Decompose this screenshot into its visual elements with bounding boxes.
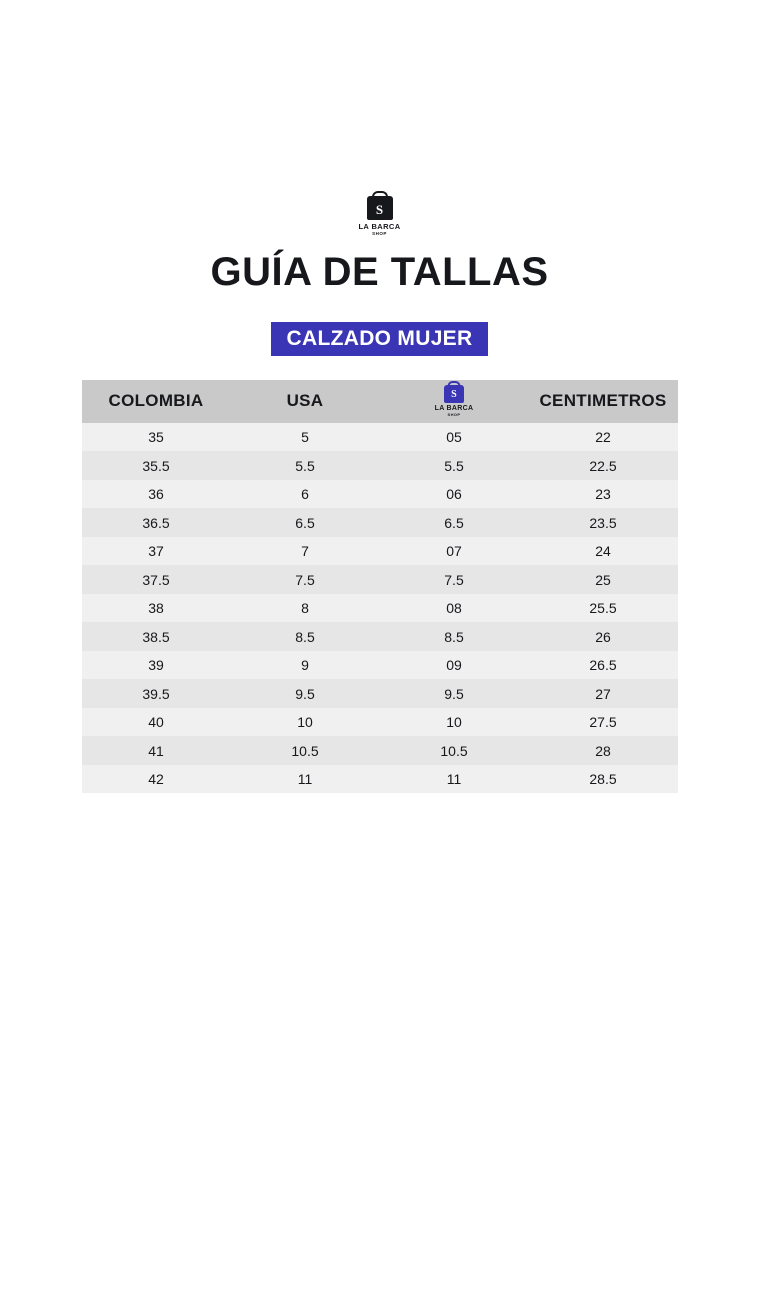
table-cell: 25 xyxy=(529,565,678,594)
table-row xyxy=(82,679,678,708)
table-row xyxy=(82,708,678,737)
table-cell: 6.5 xyxy=(380,508,529,537)
table-cell: 05 xyxy=(380,423,529,452)
subtitle-container xyxy=(0,322,759,356)
table-cell: 9.5 xyxy=(231,679,380,708)
table-cell: 5.5 xyxy=(231,451,380,480)
table-row xyxy=(82,480,678,509)
table-cell: 7 xyxy=(231,537,380,566)
table-row xyxy=(82,736,678,765)
table-cell: 40 xyxy=(82,708,231,737)
table-cell: 7.5 xyxy=(231,565,380,594)
table-cell: 26 xyxy=(529,622,678,651)
table-cell: 36.5 xyxy=(82,508,231,537)
table-cell: 23.5 xyxy=(529,508,678,537)
table-cell: 42 xyxy=(82,765,231,794)
table-row xyxy=(82,537,678,566)
page-subtitle: CALZADO MUJER xyxy=(271,322,489,356)
column-header-centimetros: CENTIMETROS xyxy=(529,380,678,423)
table-cell: 07 xyxy=(380,537,529,566)
table-cell: 7.5 xyxy=(380,565,529,594)
table-cell: 11 xyxy=(380,765,529,794)
brand-logo-sub: SHOP xyxy=(372,231,387,236)
column-header-colombia: COLOMBIA xyxy=(82,380,231,423)
brand-logo-name: LA BARCA xyxy=(434,405,474,413)
brand-logo-name: LA BARCA xyxy=(358,222,401,231)
table-cell: 25.5 xyxy=(529,594,678,623)
table-row xyxy=(82,622,678,651)
brand-logo-letter: S xyxy=(451,388,457,400)
table-row xyxy=(82,451,678,480)
column-header-labarca xyxy=(380,380,529,423)
size-table xyxy=(82,380,678,794)
brand-logo-sub: SHOP xyxy=(447,412,461,418)
table-cell: 10.5 xyxy=(231,736,380,765)
table-cell: 10.5 xyxy=(380,736,529,765)
table-cell: 35 xyxy=(82,423,231,452)
table-cell: 38 xyxy=(82,594,231,623)
shopping-bag-icon xyxy=(367,196,393,220)
shopping-bag-icon xyxy=(444,385,464,403)
table-cell: 06 xyxy=(380,480,529,509)
table-row xyxy=(82,508,678,537)
table-cell: 8 xyxy=(231,594,380,623)
table-cell: 26.5 xyxy=(529,651,678,680)
size-table-head xyxy=(82,380,678,423)
size-table-body xyxy=(82,423,678,794)
table-row xyxy=(82,594,678,623)
table-cell: 27.5 xyxy=(529,708,678,737)
brand-logo-small xyxy=(381,385,528,417)
table-cell: 24 xyxy=(529,537,678,566)
table-header-row xyxy=(82,380,678,423)
table-cell: 22 xyxy=(529,423,678,452)
table-cell: 35.5 xyxy=(82,451,231,480)
brand-logo-letter: S xyxy=(375,201,384,217)
table-cell: 22.5 xyxy=(529,451,678,480)
table-cell: 9.5 xyxy=(380,679,529,708)
table-row xyxy=(82,651,678,680)
table-cell: 10 xyxy=(231,708,380,737)
table-cell: 41 xyxy=(82,736,231,765)
table-cell: 28.5 xyxy=(529,765,678,794)
table-cell: 39 xyxy=(82,651,231,680)
table-cell: 6.5 xyxy=(231,508,380,537)
size-guide-page xyxy=(0,196,759,1296)
table-cell: 10 xyxy=(380,708,529,737)
table-cell: 23 xyxy=(529,480,678,509)
table-cell: 6 xyxy=(231,480,380,509)
table-cell: 8.5 xyxy=(380,622,529,651)
table-cell: 5.5 xyxy=(380,451,529,480)
table-cell: 08 xyxy=(380,594,529,623)
brand-logo xyxy=(0,196,759,236)
page-title: GUÍA DE TALLAS xyxy=(210,250,549,294)
table-cell: 27 xyxy=(529,679,678,708)
column-header-usa: USA xyxy=(231,380,380,423)
table-row xyxy=(82,423,678,452)
table-row xyxy=(82,565,678,594)
table-cell: 36 xyxy=(82,480,231,509)
table-cell: 11 xyxy=(231,765,380,794)
table-cell: 37 xyxy=(82,537,231,566)
table-cell: 5 xyxy=(231,423,380,452)
table-cell: 8.5 xyxy=(231,622,380,651)
table-cell: 37.5 xyxy=(82,565,231,594)
table-cell: 38.5 xyxy=(82,622,231,651)
table-cell: 28 xyxy=(529,736,678,765)
table-cell: 39.5 xyxy=(82,679,231,708)
size-table-container xyxy=(82,380,678,794)
table-cell: 9 xyxy=(231,651,380,680)
table-row xyxy=(82,765,678,794)
table-cell: 09 xyxy=(380,651,529,680)
